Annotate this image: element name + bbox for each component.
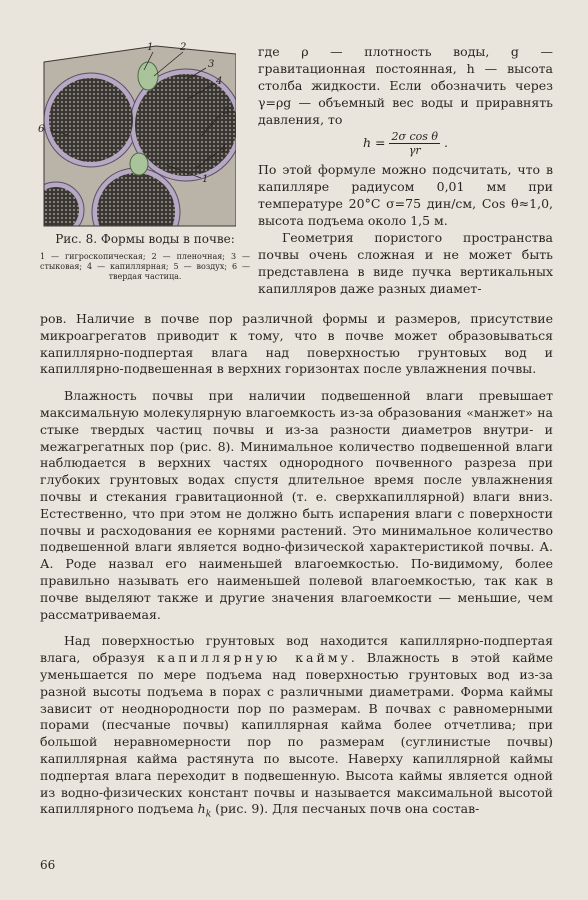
paragraph-capillary-fringe	[40, 633, 553, 823]
figure-legend: 1 — гигроскопическая; 2 — пленочная; 3 — стыковая; 4 — капиллярная; 5 — воздух; 6 — твердая частица.	[40, 252, 250, 281]
fringe-symbol-subscript: k	[205, 809, 212, 820]
figure-label-4-top: 4	[216, 76, 223, 87]
full-width-text	[40, 311, 553, 834]
page-number: 66	[40, 858, 56, 872]
paragraph-calculation: По этой формуле можно подсчитать, что в капилляре радиусом 0,01 мм при температуре 20°C σ=75 дин/см, Cos θ≈1,0, высота подъема около 1,5 м.	[258, 162, 553, 228]
paragraph-geometry-start: Геометрия пористого пространства почвы очень сложная и не может быть представлена в виде пучка вертикальных капилляров даже разных диамет-	[258, 230, 553, 296]
paragraph-geometry-cont: ров. Наличие в почве пор различной формы и размеров, присутствие микроагрегатов приводит к тому, что в почве может образовываться капиллярно-подпертая влага над поверхностью грунтовых вод и капиллярно-подвешенная в верхних горизонтах после увлажнения почвы.	[40, 311, 553, 377]
fringe-text-c: (рис. 9). Для песчаных почв она состав-	[211, 801, 480, 817]
fringe-text-b: . Влажность в этой кайме уменьшается по мере подъема над поверхностью грунтовых вод из-за разной высоты подъема в порах с различными диаметрами. Форма каймы зависит от неоднородности пор по размерам. В почвах с равномерными порами (песчаные почвы) капиллярная кайма более отчетлива; при большой неравномерности пор по размерам (суглинистые почвы) капиллярная кайма растянута по высоте. Наверху капиллярной каймы подпертая влага переходит в подвешенную. Высота каймы является одной из водно-физических констант почвы и называется максимальной высотой капиллярного подъема	[40, 650, 554, 817]
figure-label-5: 5	[223, 106, 230, 117]
formula-lhs: h =	[362, 135, 386, 150]
figure-label-1: 1	[147, 42, 154, 53]
formula-end: .	[444, 135, 448, 150]
fringe-text-a: Над поверхностью грунтовых вод находится капиллярно-подпертая влага, образуя	[40, 633, 553, 666]
figure-caption: Рис. 8. Формы воды в почве:	[55, 232, 235, 246]
right-column-text	[258, 43, 553, 297]
soil-particles-diagram	[36, 40, 236, 230]
figure-label-4-mid: 4	[220, 144, 227, 155]
figure-label-6: 6	[38, 124, 45, 135]
formula-fraction	[389, 130, 440, 157]
figure-label-1-bottom: 1	[202, 174, 209, 185]
soil-water-figure	[36, 40, 236, 230]
fringe-term: капиллярную кайму	[156, 650, 351, 666]
figure-label-2: 2	[180, 42, 187, 53]
paragraph-suspended-moisture: Влажность почвы при наличии подвешенной влаги превышает максимальную молекулярную влагоемкость из-за образования «манжет» на стыке твердых частиц почвы и из-за разности диаметров внутри- и межагрегатных пор (рис. 8). Минимальное количество подвешенной влаги наблюдается в верхних частях однородного почвенного разреза при глубоких грунтовых водах спустя длительное время после увлажнения почвы и стекания гравитационной (т. е. сверхкапиллярной) влаги вниз. Естественно, что при этом не должно быть испарения влаги с поверхности почвы и расходования ее корнями растений. Это минимальное количество подвешенной влаги является водно-физической характеристикой почвы. А. А. Роде назвал его наименьшей влагоемкостью. По-видимому, более правильно называть его наименьшей полевой влагоемкостью, так как в почве выделяют также и другие значения влагоемкости — меньшие, чем рассматриваемая.	[40, 388, 553, 622]
formula-denominator: γr	[408, 144, 421, 157]
capillary-formula	[258, 130, 553, 157]
fringe-symbol: h	[197, 801, 206, 817]
formula-numerator: 2σ cos θ	[391, 130, 439, 143]
paragraph-formula-intro: где ρ — плотность воды, g — гравитационная постоянная, h — высота столба жидкости. Если обозначить через γ=ρg — объемный вес воды и приравнять давления, то	[258, 44, 553, 127]
figure-label-3: 3	[208, 59, 215, 70]
